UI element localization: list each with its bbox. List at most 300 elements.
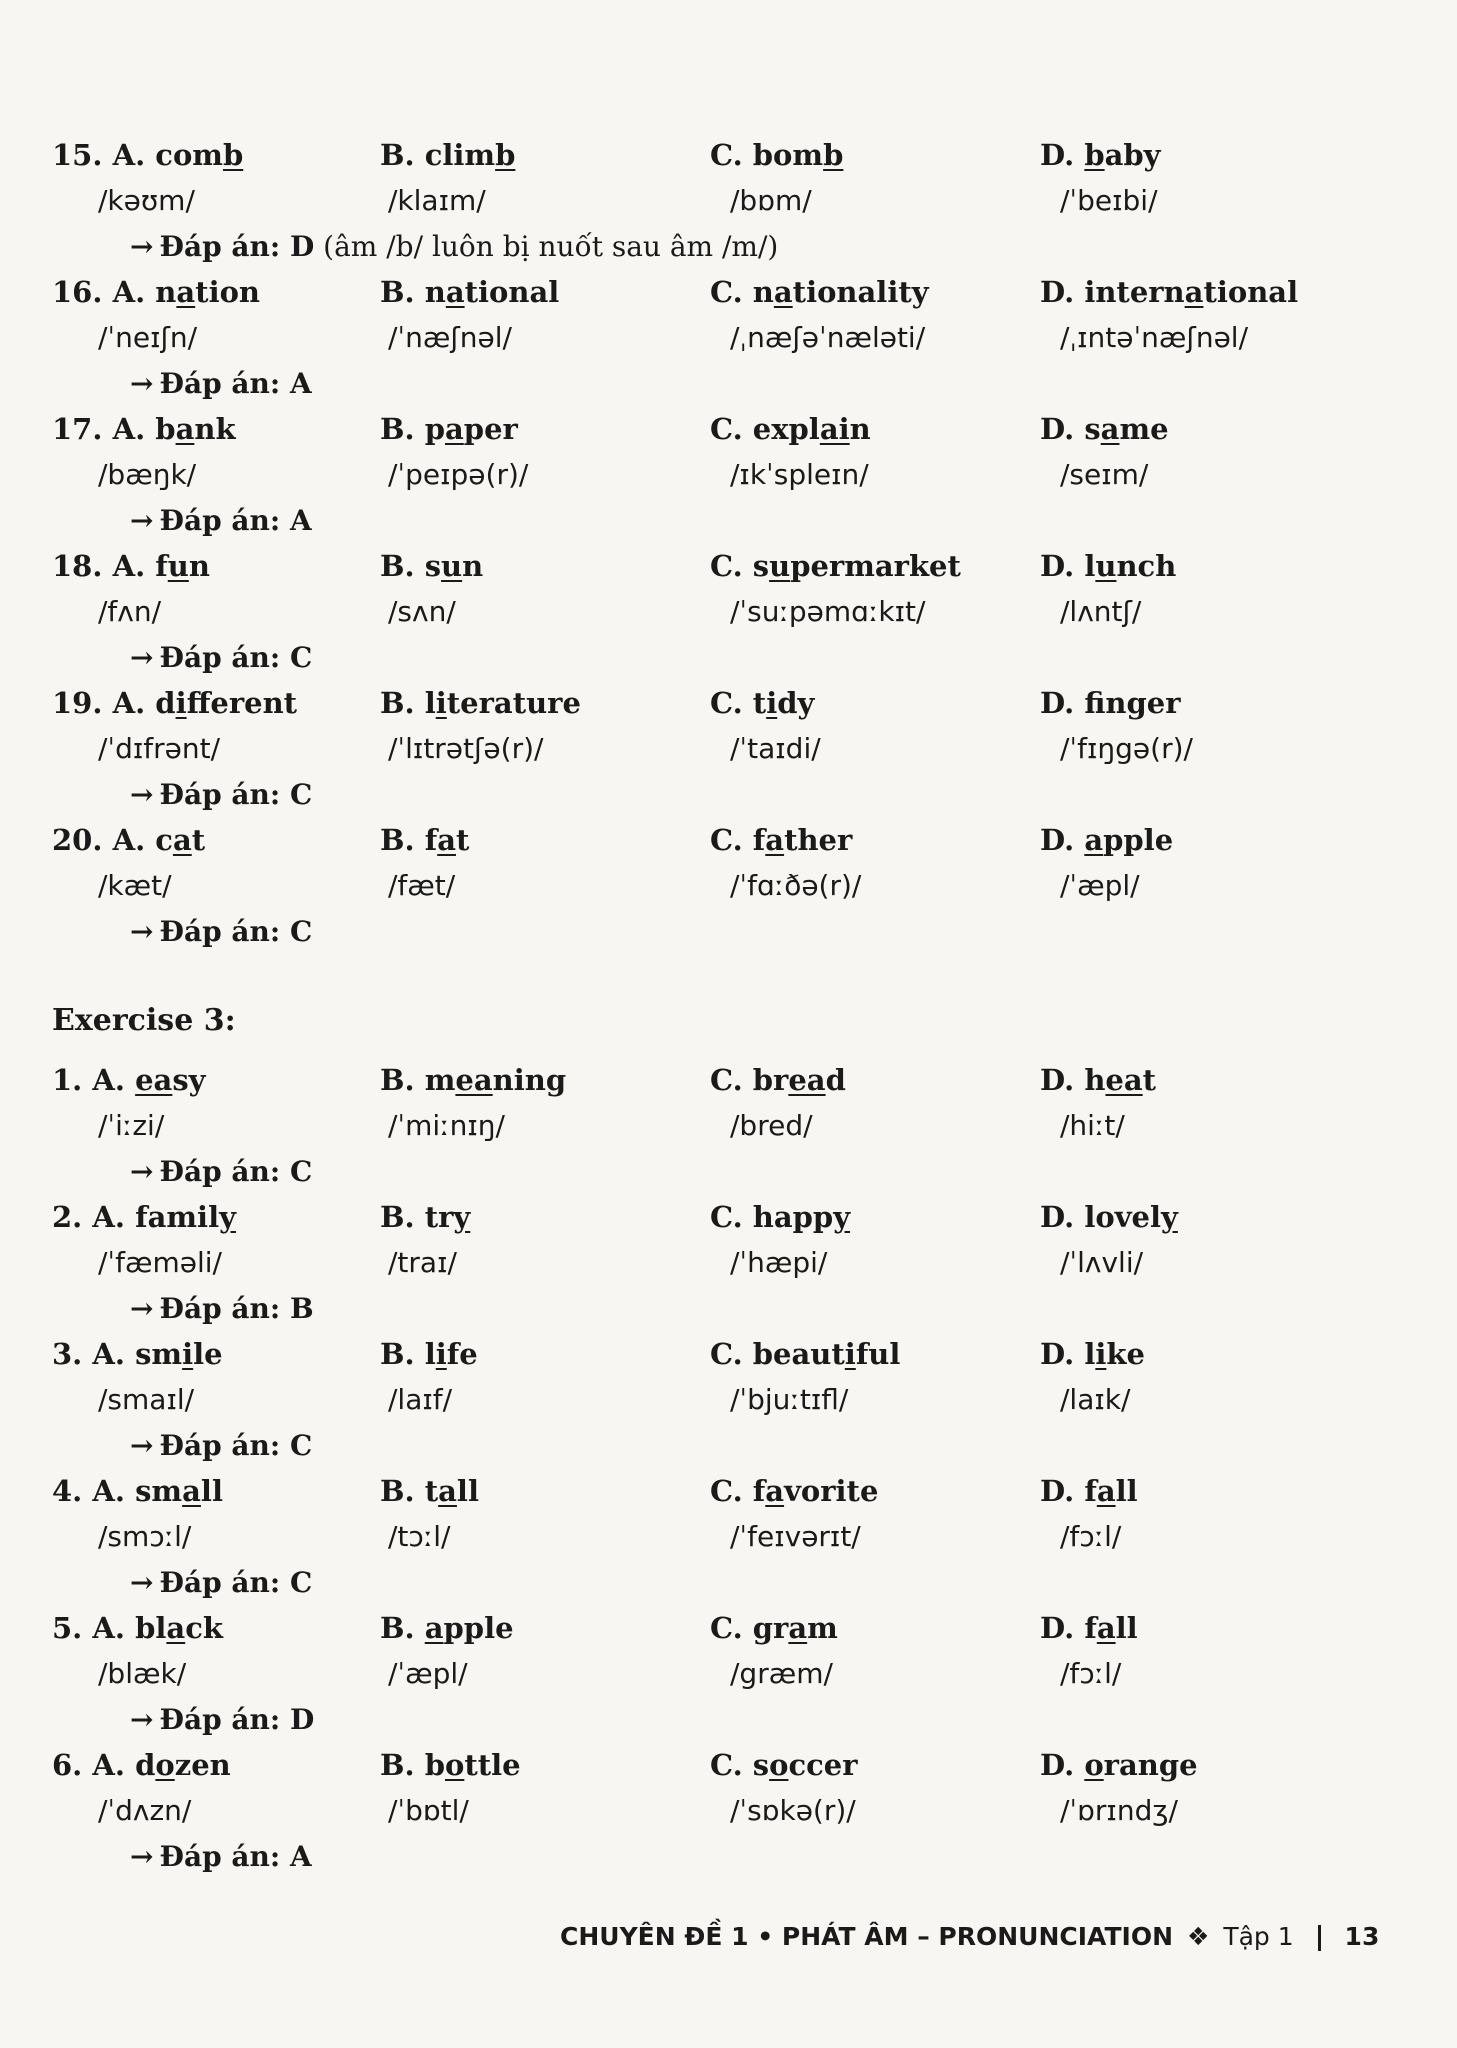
word-part: beaut	[752, 1337, 845, 1371]
ipa-transcription: /ˈsɒkə(r)/	[730, 1794, 856, 1827]
underlined-letters: ea	[455, 1063, 493, 1097]
word-part: n	[155, 275, 177, 309]
word-part: b	[424, 1748, 445, 1782]
word-part: fe	[446, 1337, 478, 1371]
underlined-letters: a	[172, 823, 192, 857]
underlined-letters: u	[441, 549, 463, 583]
answer-line	[130, 778, 312, 811]
word-part: permarket	[790, 549, 961, 583]
option-word	[380, 1611, 514, 1645]
option-word	[52, 1474, 223, 1508]
word-part: l	[424, 1337, 436, 1371]
word-part: p	[424, 412, 445, 446]
ipa-transcription: /ˈfæməli/	[98, 1246, 222, 1279]
word-part: t	[456, 823, 470, 857]
underlined-letters: u	[1095, 549, 1117, 583]
underlined-letters: a	[176, 275, 196, 309]
question-number: 6.	[52, 1748, 83, 1782]
ipa-transcription: /fæt/	[388, 869, 456, 902]
option-word	[1040, 138, 1161, 172]
option-letter: C.	[710, 1474, 743, 1508]
ipa-transcription: /ˈpeɪpə(r)/	[388, 458, 529, 491]
word-part: sm	[135, 1337, 183, 1371]
option-word	[52, 275, 260, 309]
underlined-letters: i	[1095, 1337, 1107, 1371]
word-part: le	[193, 1337, 223, 1371]
ipa-transcription: /ˈbjuːtɪfl/	[730, 1383, 849, 1416]
answer-line	[130, 641, 312, 674]
option-word	[52, 686, 297, 720]
ipa-transcription: /ˈlʌvli/	[1060, 1246, 1144, 1279]
question-number: 18.	[52, 549, 103, 583]
word-part: nch	[1116, 549, 1177, 583]
ipa-transcription: /ˈhæpi/	[730, 1246, 828, 1279]
word-part: famil	[135, 1200, 220, 1234]
underlined-letters: b	[823, 138, 844, 172]
page-footer	[560, 1922, 1379, 1951]
ipa-transcription: /ˈdɪfrənt/	[98, 732, 221, 765]
ipa-transcription: /smɔːl/	[98, 1520, 192, 1553]
answer-line	[130, 1429, 312, 1462]
answer-line	[130, 230, 778, 263]
arrow-icon: →	[130, 778, 154, 811]
word-part: bom	[752, 138, 824, 172]
option-letter: A.	[92, 1063, 125, 1097]
option-letter: C.	[710, 275, 743, 309]
option-letter: C.	[710, 1200, 743, 1234]
option-letter: B.	[380, 1474, 415, 1508]
answer-text: Đáp án: C	[159, 641, 313, 674]
ipa-transcription: /ˈbɒtl/	[388, 1794, 469, 1827]
word-part: nk	[194, 412, 236, 446]
answer-line	[130, 1566, 312, 1599]
underlined-letters: o	[1084, 1748, 1104, 1782]
word-part: ck	[185, 1611, 223, 1645]
answer-text: Đáp án: B	[159, 1292, 314, 1325]
option-word	[380, 823, 469, 857]
word-part: f	[752, 823, 766, 857]
underlined-letters: a	[424, 1611, 444, 1645]
underlined-letters: a	[175, 412, 195, 446]
word-part: tional	[464, 275, 560, 309]
word-part: m	[807, 1611, 838, 1645]
option-word	[1040, 549, 1176, 583]
option-letter: D.	[1040, 1063, 1075, 1097]
word-part: n	[462, 549, 484, 583]
option-letter: B.	[380, 1748, 415, 1782]
arrow-icon: →	[130, 641, 154, 674]
question-number: 20.	[52, 823, 103, 857]
option-letter: D.	[1040, 1474, 1075, 1508]
word-part: tr	[424, 1200, 454, 1234]
underlined-letters: i	[182, 1337, 194, 1371]
option-word	[1040, 823, 1173, 857]
question-item	[0, 549, 1457, 686]
option-word	[380, 1748, 521, 1782]
answer-text: Đáp án: D	[159, 230, 315, 263]
answer-line	[130, 1840, 312, 1873]
option-word	[380, 1063, 566, 1097]
option-letter: B.	[380, 1063, 415, 1097]
word-part: t	[191, 823, 206, 857]
option-letter: B.	[380, 412, 415, 446]
ipa-transcription: /traɪ/	[388, 1246, 457, 1279]
word-part: f	[1084, 686, 1106, 720]
word-part: l	[1084, 549, 1096, 583]
ipa-transcription: /fʌn/	[98, 595, 162, 628]
word-part: s	[424, 549, 442, 583]
option-word	[1040, 275, 1298, 309]
question-item	[0, 1611, 1457, 1748]
word-part: nger	[1105, 686, 1181, 720]
word-part: tionality	[792, 275, 929, 309]
option-letter: A.	[112, 686, 146, 720]
underlined-letters: a	[1100, 412, 1120, 446]
underlined-letters: i	[844, 1337, 856, 1371]
underlined-letters: a	[788, 1611, 808, 1645]
option-letter: C.	[710, 686, 743, 720]
ipa-transcription: /ˈiːzi/	[98, 1109, 165, 1142]
option-word	[1040, 1337, 1145, 1371]
underlined-letters: ea	[788, 1063, 826, 1097]
underlined-letters: a	[765, 1474, 785, 1508]
word-part: b	[155, 412, 176, 446]
option-letter: D.	[1040, 823, 1075, 857]
option-letter: D.	[1040, 1748, 1075, 1782]
underlined-letters: y	[1161, 1200, 1178, 1234]
word-part: aby	[1104, 138, 1161, 172]
footer-separator	[1318, 1925, 1321, 1951]
word-part: t	[1142, 1063, 1157, 1097]
option-letter: A.	[92, 1474, 125, 1508]
underlined-letters: a	[437, 823, 456, 857]
answer-text: Đáp án: A	[159, 1840, 312, 1873]
underlined-letters: u	[167, 549, 189, 583]
ipa-transcription: /ˈæpl/	[1060, 869, 1140, 902]
word-part: f	[424, 823, 438, 857]
answer-line	[130, 1703, 314, 1736]
underlined-letters: o	[445, 1748, 465, 1782]
answer-text: Đáp án: C	[159, 915, 313, 948]
option-word	[380, 1200, 470, 1234]
ipa-transcription: /sʌn/	[388, 595, 456, 628]
arrow-icon: →	[130, 367, 154, 400]
ipa-transcription: /ˈfɪŋgə(r)/	[1060, 732, 1193, 765]
ipa-transcription: /lʌntʃ/	[1060, 595, 1142, 628]
ipa-transcription: /bæŋk/	[98, 458, 197, 491]
option-letter: D.	[1040, 1337, 1075, 1371]
question-item	[0, 138, 1457, 275]
underlined-letters: o	[769, 1748, 789, 1782]
option-word	[1040, 1611, 1138, 1645]
question-item	[0, 1063, 1457, 1200]
option-word	[52, 1337, 223, 1371]
option-word	[380, 275, 559, 309]
option-letter: D.	[1040, 686, 1075, 720]
ipa-transcription: /kæt/	[98, 869, 172, 902]
underlined-letters: i	[435, 1337, 447, 1371]
word-part: happ	[752, 1200, 834, 1234]
ipa-transcription: /ˈæpl/	[388, 1657, 468, 1690]
ipa-transcription: /bred/	[730, 1109, 813, 1142]
option-word	[52, 138, 243, 172]
ipa-transcription: /ˈsuːpəmɑːkɪt/	[730, 595, 926, 628]
ipa-transcription: /ˈlɪtrətʃə(r)/	[388, 732, 544, 765]
arrow-icon: →	[130, 1840, 154, 1873]
option-word	[52, 412, 236, 446]
word-part: per	[463, 412, 518, 446]
ipa-transcription: /ˈdʌzn/	[98, 1794, 192, 1827]
underlined-letters: i	[435, 686, 447, 720]
ipa-transcription: /hiːt/	[1060, 1109, 1125, 1142]
underlined-letters: b	[1084, 138, 1105, 172]
option-word	[710, 1063, 846, 1097]
option-letter: D.	[1040, 1200, 1075, 1234]
answer-line	[130, 1292, 314, 1325]
arrow-icon: →	[130, 1566, 154, 1599]
option-letter: B.	[380, 1337, 415, 1371]
word-part: s	[752, 549, 770, 583]
diamond-icon: ❖	[1186, 1922, 1210, 1951]
option-word	[52, 1611, 223, 1645]
word-part: expl	[752, 412, 820, 446]
option-letter: D.	[1040, 549, 1075, 583]
underlined-letters: a	[1096, 1611, 1116, 1645]
question-item	[0, 686, 1457, 823]
option-word	[1040, 1063, 1156, 1097]
word-part: sy	[172, 1063, 206, 1097]
option-word	[1040, 686, 1181, 720]
ipa-transcription: /ˈneɪʃn/	[98, 321, 198, 354]
word-part: f	[752, 1474, 766, 1508]
page-number: 13	[1344, 1922, 1380, 1951]
word-part: f	[155, 549, 168, 583]
option-word	[710, 823, 852, 857]
underlined-letters: a	[765, 823, 785, 857]
option-letter: A.	[112, 823, 146, 857]
underlined-letters: i	[175, 686, 187, 720]
answer-text: Đáp án: C	[159, 1566, 313, 1599]
option-word	[380, 138, 515, 172]
ipa-transcription: /fɔːl/	[1060, 1657, 1122, 1690]
option-letter: B.	[380, 686, 415, 720]
option-word	[1040, 1474, 1138, 1508]
word-part: f	[1084, 1611, 1097, 1645]
question-number: 15.	[52, 138, 103, 172]
word-part: n	[752, 275, 774, 309]
word-part: t	[424, 1474, 439, 1508]
underlined-letters: a	[438, 1474, 457, 1508]
option-letter: B.	[380, 823, 415, 857]
ipa-transcription: /laɪk/	[1060, 1383, 1131, 1416]
answer-line	[130, 504, 312, 537]
option-letter: C.	[710, 1063, 743, 1097]
ipa-transcription: /ˈbeɪbi/	[1060, 184, 1158, 217]
ipa-transcription: /ˈfeɪvərɪt/	[730, 1520, 861, 1553]
word-part: l	[424, 686, 436, 720]
word-part: me	[1119, 412, 1169, 446]
underlined-letters: ai	[819, 412, 850, 446]
option-letter: A.	[112, 138, 146, 172]
underlined-letters: a	[445, 275, 465, 309]
answer-text: Đáp án: A	[159, 367, 312, 400]
word-part: h	[1084, 1063, 1106, 1097]
question-item	[0, 1200, 1457, 1337]
option-letter: C.	[710, 1611, 743, 1645]
ipa-transcription: /fɔːl/	[1060, 1520, 1122, 1553]
option-letter: C.	[710, 1337, 743, 1371]
underlined-letters: a	[1084, 823, 1104, 857]
option-letter: C.	[710, 1748, 743, 1782]
word-part: ning	[492, 1063, 567, 1097]
answer-note: (âm /b/ luôn bị nuốt sau âm /m/)	[314, 230, 779, 263]
word-part: vorite	[784, 1474, 879, 1508]
ipa-transcription: /klaɪm/	[388, 184, 486, 217]
question-number: 2.	[52, 1200, 83, 1234]
option-word	[710, 1748, 858, 1782]
word-part: intern	[1084, 275, 1185, 309]
word-part: ll	[1115, 1611, 1138, 1645]
word-part: range	[1103, 1748, 1198, 1782]
word-part: tion	[195, 275, 261, 309]
answer-line	[130, 915, 312, 948]
word-part: pple	[1103, 823, 1174, 857]
ipa-transcription: /laɪf/	[388, 1383, 453, 1416]
word-part: lovel	[1084, 1200, 1162, 1234]
word-part: n	[424, 275, 446, 309]
option-word	[710, 1474, 878, 1508]
answer-text: Đáp án: C	[159, 1155, 313, 1188]
option-letter: D.	[1040, 1611, 1075, 1645]
question-item	[0, 1337, 1457, 1474]
question-number: 4.	[52, 1474, 83, 1508]
option-letter: C.	[710, 549, 743, 583]
word-part: ther	[784, 823, 853, 857]
option-word	[710, 1611, 838, 1645]
word-part: s	[752, 1748, 770, 1782]
ipa-transcription: /bɒm/	[730, 184, 812, 217]
option-word	[380, 1474, 479, 1508]
underlined-letters: a	[445, 412, 464, 446]
option-letter: A.	[112, 412, 146, 446]
option-letter: A.	[92, 1611, 125, 1645]
answer-text: Đáp án: A	[159, 504, 312, 537]
underlined-letters: o	[155, 1748, 175, 1782]
word-part: d	[155, 686, 176, 720]
option-word	[710, 412, 871, 446]
word-part: tional	[1203, 275, 1299, 309]
question-number: 3.	[52, 1337, 83, 1371]
option-word	[380, 1337, 478, 1371]
underlined-letters: a	[182, 1474, 201, 1508]
option-letter: B.	[380, 1200, 415, 1234]
option-letter: B.	[380, 549, 415, 583]
option-word	[710, 549, 961, 583]
word-part: terature	[446, 686, 581, 720]
question-number: 1.	[52, 1063, 83, 1097]
word-part: ll	[1115, 1474, 1138, 1508]
option-word	[52, 1200, 236, 1234]
option-letter: B.	[380, 1611, 415, 1645]
word-part: com	[155, 138, 223, 172]
word-part: ful	[855, 1337, 901, 1371]
ipa-transcription: /ˌnæʃəˈnæləti/	[730, 321, 926, 354]
word-part: n	[849, 412, 871, 446]
word-part: f	[1084, 1474, 1097, 1508]
word-part: ll	[456, 1474, 479, 1508]
option-word	[1040, 1200, 1178, 1234]
option-letter: C.	[710, 412, 743, 446]
question-number: 16.	[52, 275, 103, 309]
option-word	[710, 1337, 900, 1371]
underlined-letters: y	[453, 1200, 471, 1234]
word-part: pple	[443, 1611, 514, 1645]
ipa-transcription: /ɪkˈspleɪn/	[730, 458, 869, 491]
answer-line	[130, 1155, 312, 1188]
underlined-letters: i	[766, 686, 778, 720]
ipa-transcription: /smaɪl/	[98, 1383, 195, 1416]
option-letter: D.	[1040, 275, 1075, 309]
question-number: 17.	[52, 412, 103, 446]
question-item	[0, 1748, 1457, 1885]
arrow-icon: →	[130, 915, 154, 948]
option-letter: B.	[380, 138, 415, 172]
option-word	[52, 1748, 231, 1782]
question-item	[0, 1474, 1457, 1611]
word-part: c	[155, 823, 173, 857]
underlined-letters: a	[166, 1611, 186, 1645]
ipa-transcription: /seɪm/	[1060, 458, 1149, 491]
ipa-transcription: /tɔːl/	[388, 1520, 451, 1553]
underlined-letters: a	[1184, 275, 1204, 309]
question-item	[0, 275, 1457, 412]
option-word	[710, 275, 929, 309]
word-part: fferent	[186, 686, 298, 720]
ipa-transcription: /kəʊm/	[98, 184, 195, 217]
option-word	[380, 412, 518, 446]
option-letter: A.	[112, 275, 146, 309]
word-part: bl	[135, 1611, 167, 1645]
arrow-icon: →	[130, 1292, 154, 1325]
question-item	[0, 412, 1457, 549]
underlined-letters: a	[1096, 1474, 1116, 1508]
word-part: clim	[424, 138, 496, 172]
ipa-transcription: /ˈfɑːðə(r)/	[730, 869, 862, 902]
footer-title: CHUYÊN ĐỀ 1 • PHÁT ÂM – PRONUNCIATION	[560, 1922, 1173, 1951]
option-word	[52, 823, 205, 857]
word-part: d	[135, 1748, 156, 1782]
word-part: t	[752, 686, 767, 720]
option-letter: D.	[1040, 138, 1075, 172]
underlined-letters: b	[222, 138, 244, 172]
option-word	[380, 686, 581, 720]
word-part: m	[424, 1063, 456, 1097]
word-part: ll	[200, 1474, 223, 1508]
word-part: br	[752, 1063, 789, 1097]
ipa-transcription: /ˈmiːnɪŋ/	[388, 1109, 505, 1142]
option-word	[52, 1063, 206, 1097]
answer-text: Đáp án: C	[159, 778, 313, 811]
option-letter: B.	[380, 275, 415, 309]
option-word	[710, 686, 814, 720]
option-word	[52, 549, 210, 583]
option-word	[1040, 412, 1169, 446]
underlined-letters: y	[219, 1200, 236, 1234]
option-word	[1040, 1748, 1198, 1782]
ipa-transcription: /ˈnæʃnəl/	[388, 321, 512, 354]
option-letter: A.	[112, 549, 146, 583]
arrow-icon: →	[130, 504, 154, 537]
